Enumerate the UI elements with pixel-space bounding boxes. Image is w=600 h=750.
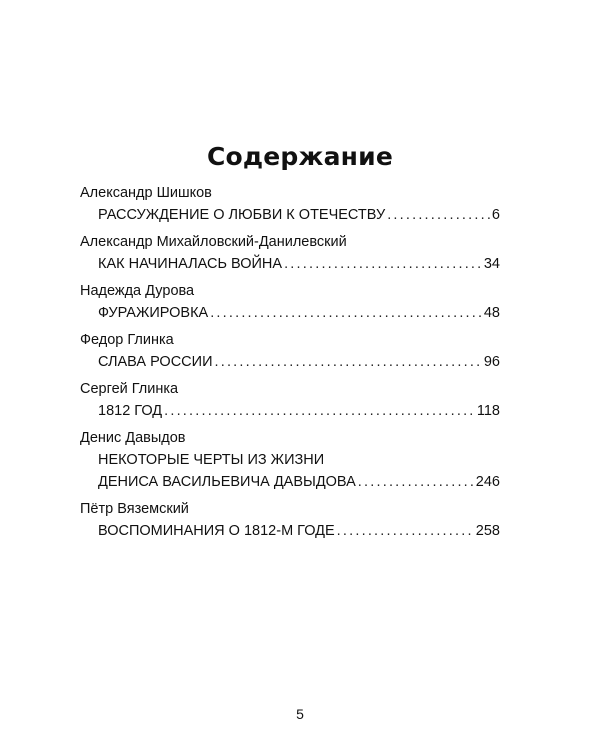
toc-entry (80, 498, 500, 542)
toc-work-title: ВОСПОМИНАНИЯ О 1812-М ГОДЕ (98, 523, 335, 539)
toc-work-title: КАК НАЧИНАЛАСЬ ВОЙНА (98, 256, 283, 272)
toc-work (80, 520, 500, 542)
toc-page-number: 246 (475, 474, 500, 490)
toc-author: Пётр Вяземский (80, 501, 189, 517)
dot-leader (215, 351, 482, 373)
toc-entry (80, 378, 500, 422)
toc-author: Федор Глинка (80, 332, 174, 348)
toc-work-line (98, 253, 500, 275)
toc-page-number: 48 (483, 305, 500, 321)
toc-work-line (98, 400, 500, 422)
toc-work-line (98, 302, 500, 324)
toc-entry (80, 182, 500, 226)
toc-author: Надежда Дурова (80, 283, 195, 299)
toc-work (80, 253, 500, 275)
page-title: Содержание (206, 142, 394, 171)
table-of-contents (80, 182, 500, 547)
toc-work (80, 204, 500, 226)
toc-author: Александр Михайловский-Данилевский (80, 234, 347, 250)
dot-leader (164, 400, 475, 422)
toc-work-line (98, 351, 500, 373)
dot-leader (284, 253, 482, 275)
toc-work-title: СЛАВА РОССИИ (98, 354, 213, 370)
toc-entry (80, 231, 500, 275)
toc-work (80, 449, 500, 493)
toc-work-title: РАССУЖДЕНИЕ О ЛЮБВИ К ОТЕЧЕСТВУ (98, 207, 386, 223)
toc-work-line (98, 471, 500, 493)
page-number: 5 (296, 706, 304, 722)
toc-author: Александр Шишков (80, 185, 212, 201)
toc-entry (80, 329, 500, 373)
dot-leader (337, 520, 474, 542)
toc-work (80, 351, 500, 373)
toc-work-title: ДЕНИСА ВАСИЛЬЕВИЧА ДАВЫДОВА (98, 474, 356, 490)
toc-work-line (98, 520, 500, 542)
dot-leader (210, 302, 482, 324)
toc-entry (80, 280, 500, 324)
toc-work-line (98, 204, 500, 226)
toc-work (80, 302, 500, 324)
toc-work-title: ФУРАЖИРОВКА (98, 305, 209, 321)
toc-page-number: 118 (476, 403, 500, 419)
toc-author: Сергей Глинка (80, 381, 179, 397)
toc-work (80, 400, 500, 422)
toc-page-number: 258 (475, 523, 500, 539)
toc-work-title-line: НЕКОТОРЫЕ ЧЕРТЫ ИЗ ЖИЗНИ (98, 452, 325, 468)
toc-work-title: 1812 ГОД (98, 403, 163, 419)
toc-page-number: 96 (483, 354, 500, 370)
dot-leader (358, 471, 474, 493)
dot-leader (387, 204, 490, 226)
toc-page-number: 6 (491, 207, 500, 223)
toc-author: Денис Давыдов (80, 430, 186, 446)
toc-page-number: 34 (483, 256, 500, 272)
toc-entry (80, 427, 500, 493)
